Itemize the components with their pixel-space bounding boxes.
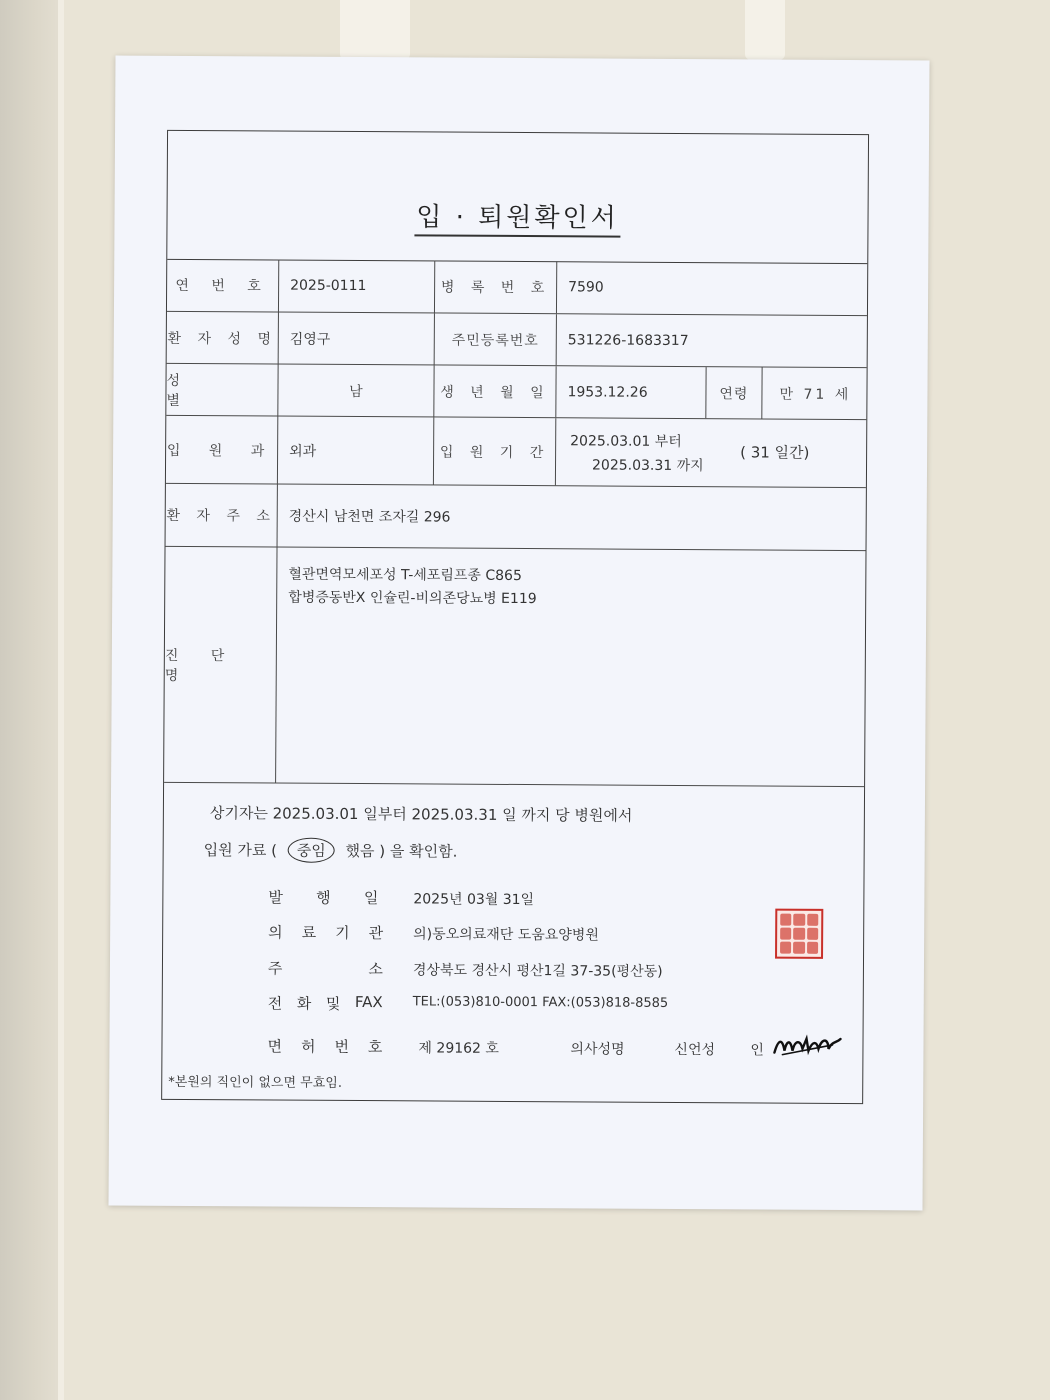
diagnosis-line-2: 합병증동반X 인슐린-비의존당뇨병 E119 xyxy=(288,589,537,608)
institution-label: 의 료 기 관 xyxy=(268,923,384,943)
dob-value: 1953.12.26 xyxy=(556,366,706,418)
institution-value: 의)동오의료재단 도움요양병원 xyxy=(413,926,599,944)
license-value: 제 29162 호 xyxy=(418,1040,500,1057)
dept-value: 외과 xyxy=(278,417,434,485)
serial-value: 2025-0111 xyxy=(279,260,435,313)
row-dept-period xyxy=(166,416,866,488)
phone-label: 전 화 및 FAX xyxy=(267,993,383,1013)
issuer-address-value: 경상북도 경산시 평산1길 37-35(평산동) xyxy=(412,962,663,980)
period-end: 2025.03.31 까지 xyxy=(591,457,704,475)
dob-label: 생 년 월 일 xyxy=(434,365,556,417)
certificate-form xyxy=(161,130,869,1104)
patient-name-value: 김영구 xyxy=(279,313,435,365)
ward-no-label: 병 록 번 호 xyxy=(435,260,557,313)
row-patient-name xyxy=(167,312,867,368)
address-value: 경산시 남천면 조자길 296 xyxy=(288,508,451,526)
sex-value: 남 xyxy=(278,365,434,417)
circled-option: 중임 xyxy=(288,838,335,863)
seal-word: 인 xyxy=(750,1042,765,1059)
hospital-seal xyxy=(775,909,823,959)
statement-prefix: 입원 가료 ( xyxy=(203,841,278,860)
statement-line-2 xyxy=(204,837,458,864)
sex-label: 성 별 xyxy=(166,364,278,416)
age-label: 연령 xyxy=(706,367,762,418)
diagnosis-label: 진 단 명 xyxy=(164,547,277,783)
rrn-label: 주민등록번호 xyxy=(435,313,557,365)
phone-value: TEL:(053)810-0001 FAX:(053)818-8585 xyxy=(412,994,669,1011)
doctor-name: 신언성 xyxy=(674,1041,716,1059)
row-address xyxy=(166,484,866,551)
diagnosis-line-1: 혈관면역모세포성 T-세포림프종 C865 xyxy=(288,566,522,585)
doctor-signature xyxy=(772,1033,842,1059)
statement-line-1: 상기자는 2025.03.01 일부터 2025.03.31 일 까지 당 병원에서 xyxy=(209,804,633,825)
doctor-label: 의사성명 xyxy=(570,1041,625,1058)
diagnosis-cell xyxy=(276,548,867,787)
period-label: 입 원 기 간 xyxy=(434,417,556,485)
period-cell xyxy=(556,418,868,487)
period-start: 2025.03.01 부터 xyxy=(570,433,682,450)
patient-name-label: 환 자 성 명 xyxy=(167,312,279,364)
diagnosis-lines xyxy=(288,564,537,612)
rrn-value: 531226-1683317 xyxy=(567,331,689,349)
issue-date-value: 2025년 03월 31일 xyxy=(413,891,535,909)
light-glare xyxy=(340,0,410,60)
statement-suffix: 했음 ) 을 확인함. xyxy=(345,841,458,861)
title-area xyxy=(167,131,868,264)
address-label: 환 자 주 소 xyxy=(166,484,278,547)
license-label: 면 허 번 호 xyxy=(267,1037,383,1057)
desk-rim xyxy=(58,0,64,1400)
issuer-address-label: 주 소 xyxy=(267,959,383,979)
footnote: *본원의 직인이 없으면 무효임. xyxy=(168,1074,343,1091)
document-paper xyxy=(108,56,929,1211)
serial-label: 연 번 호 xyxy=(167,259,279,312)
row-serial xyxy=(167,259,867,316)
age-value: 만 71 세 xyxy=(779,386,852,403)
period-days: ( 31 일간) xyxy=(740,443,810,462)
ward-no-value: 7590 xyxy=(568,279,604,296)
row-diagnosis xyxy=(164,547,865,787)
document-title: 입 · 퇴원확인서 xyxy=(167,195,867,236)
issue-date-label: 발 행 일 xyxy=(268,888,379,908)
desk-edge-left xyxy=(0,0,60,1400)
dept-label: 입 원 과 xyxy=(166,416,278,484)
light-glare xyxy=(745,0,785,60)
row-sex-dob xyxy=(166,364,866,420)
